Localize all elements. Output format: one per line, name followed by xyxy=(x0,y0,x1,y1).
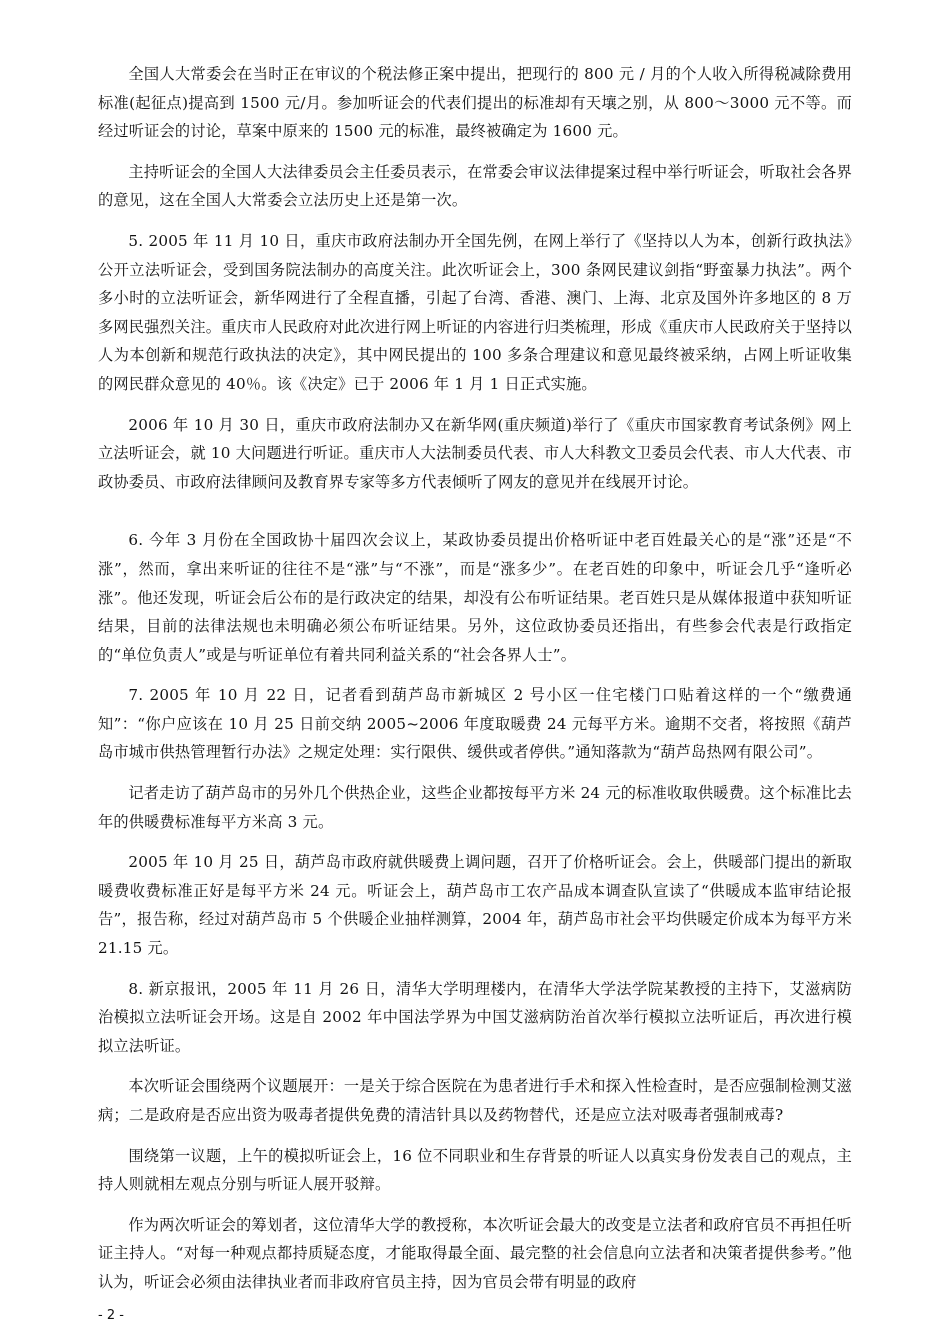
paragraph-4: 2006 年 10 月 30 日，重庆市政府法制办又在新华网(重庆频道)举行了《重庆市国家教育考试条例》网上立法听证会，就 10 大问题进行听证。重庆市人大法制委员代表、市人大科教文卫委员会代表、市人大代表、市政协委员、市政府法律顾问及教育界专家等多方代表倾听了网友的意见并在线展开讨论。 xyxy=(98,415,852,491)
paragraph-12: 作为两次听证会的筹划者，这位清华大学的教授称，本次听证会最大的改变是立法者和政府官员不再担任听证主持人。“对每一种观点都持质疑态度，才能取得最全面、最完整的社会信息向立法者和决策者提供参考。”他认为，听证会必须由法律执业者而非政府官员主持，因为官员会带有明显的政府 xyxy=(98,1215,852,1291)
paragraph-7: 记者走访了葫芦岛市的另外几个供热企业，这些企业都按每平方米 24 元的标准收取供暖费。这个标准比去年的供暖费标准每平方米高 3 元。 xyxy=(98,784,852,831)
paragraph-9: 8. 新京报讯，2005 年 11 月 26 日，清华大学明理楼内，在清华大学法学院某教授的主持下，艾滋病防治模拟立法听证会开场。这是自 2002 年中国法学界为中国艾滋病防治首次举行模拟立法听证后，再次进行模拟立法听证。 xyxy=(98,979,852,1055)
document-body xyxy=(98,60,852,1309)
page-number: - 2 - xyxy=(98,1308,124,1323)
paragraph-1: 全国人大常委会在当时正在审议的个税法修正案中提出，把现行的 800 元 / 月的个人收入所得税减除费用标准(起征点)提高到 1500 元/月。参加听证会的代表们提出的标准却有天壤之别，从 800～3000 元不等。而经过听证会的讨论，草案中原来的 1500 元的标准，最终被确定为 1600 元。 xyxy=(98,65,852,141)
paragraph-8: 2005 年 10 月 25 日，葫芦岛市政府就供暖费上调问题，召开了价格听证会。会上，供暖部门提出的新取暖费收费标准正好是每平方米 24 元。听证会上，葫芦岛市工农产品成本调查队宣读了“供暖成本监审结论报告”，报告称，经过对葫芦岛市 5 个供暖企业抽样测算，2004 年，葫芦岛市社会平均供暖定价成本为每平方米 21.15 元。 xyxy=(98,853,852,958)
paragraph-2: 主持听证会的全国人大法律委员会主任委员表示，在常委会审议法律提案过程中举行听证会，听取社会各界的意见，这在全国人大常委会立法历史上还是第一次。 xyxy=(98,162,852,210)
paragraph-5: 6. 今年 3 月份在全国政协十届四次会议上，某政协委员提出价格听证中老百姓最关心的是“涨”还是“不涨”，然而，拿出来听证的往往不是“涨”与“不涨”，而是“涨多少”。在老百姓的印象中，听证会几乎“逢听必涨”。他还发现，听证会后公布的是行政决定的结果，却没有公布听证结果。老百姓只是从媒体报道中获知听证结果，目前的法律法规也未明确必须公布听证结果。另外，这位政协委员还指出，有些参会代表是行政指定的“单位负责人”或是与听证单位有着共同利益关系的“社会各界人士”。 xyxy=(98,531,852,664)
paragraph-11: 围绕第一议题，上午的模拟听证会上，16 位不同职业和生存背景的听证人以真实身份发表自己的观点，主持人则就相左观点分别与听证人展开驳辩。 xyxy=(98,1146,852,1194)
paragraph-6: 7. 2005 年 10 月 22 日，记者看到葫芦岛市新城区 2 号小区一住宅楼门口贴着这样的一个“缴费通知”：“你户应该在 10 月 25 日前交纳 2005~2006 年度取暖费 24 元每平方米。逾期不交者，将按照《葫芦岛市城市供热管理暂行办法》之规定处理：实行限供、缓供或者停供。”通知落款为“葫芦岛热网有限公司”。 xyxy=(98,686,852,762)
paragraph-3: 5. 2005 年 11 月 10 日，重庆市政府法制办开全国先例，在网上举行了《坚持以人为本，创新行政执法》公开立法听证会，受到国务院法制办的高度关注。此次听证会上，300 条网民建议剑指“野蛮暴力执法”。两个多小时的立法听证会，新华网进行了全程直播，引起了台湾、香港、澳门、上海、北京及国外许多地区的 8 万多网民强烈关注。重庆市人民政府对此次进行网上听证的内容进行归类梳理，形成《重庆市人民政府关于坚持以人为本创新和规范行政执法的决定》，其中网民提出的 100 多条合理建议和意见最终被采纳，占网上听证收集的网民群众意见的 40％。该《决定》已于 2006 年 1 月 1 日正式实施。 xyxy=(98,231,852,393)
paragraph-10: 本次听证会围绕两个议题展开：一是关于综合医院在为患者进行手术和探入性检查时，是否应强制检测艾滋病；二是政府是否应出资为吸毒者提供免费的清洁针具以及药物替代，还是应立法对吸毒者强制戒毒? xyxy=(98,1077,852,1124)
